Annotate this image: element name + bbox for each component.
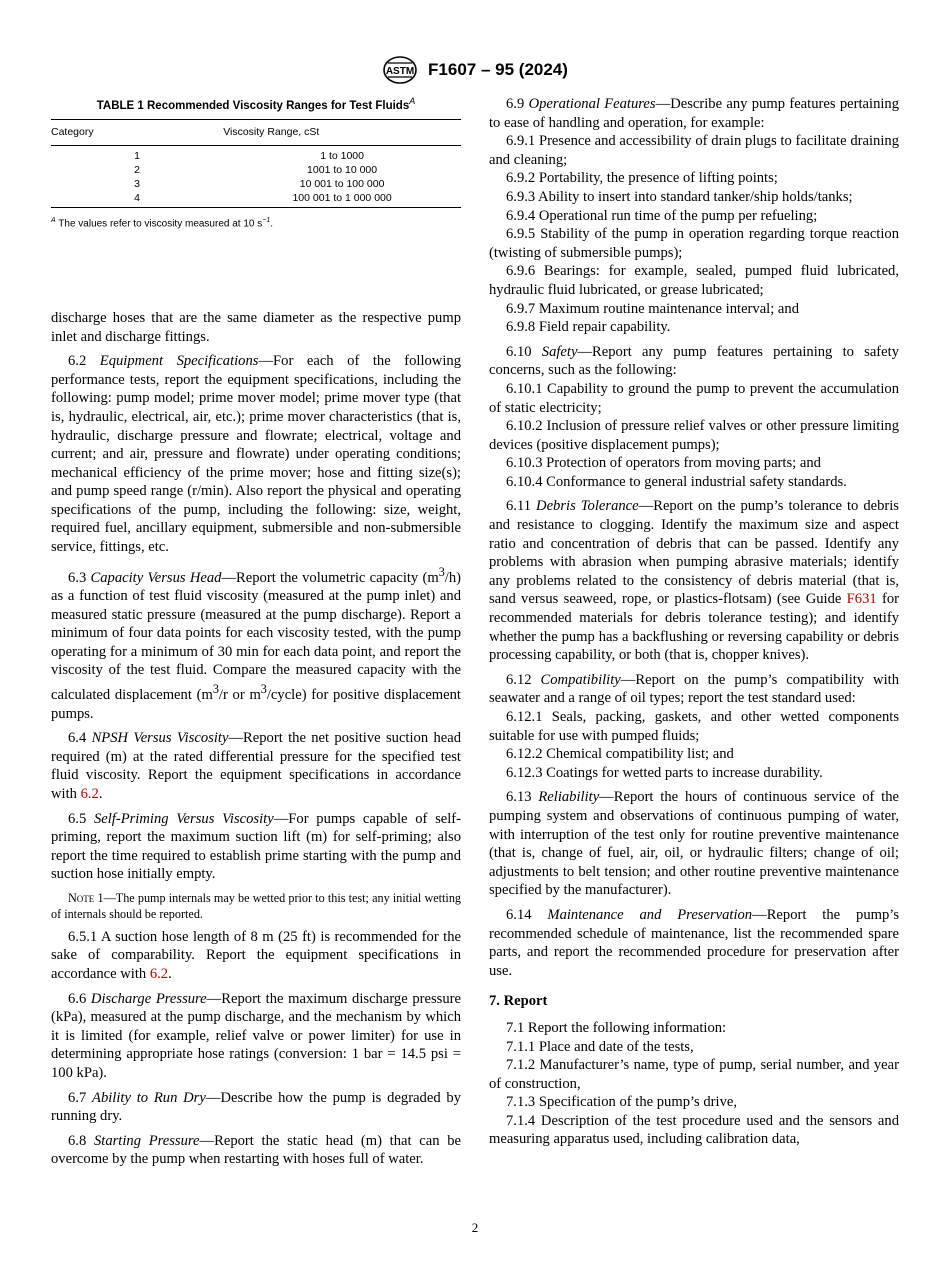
section-6-5-1: 6.5.1 A suction hose length of 8 m (25 ft) is recommended for the sake of comparability. Report the equipment specifications in accordance with 6.2.	[51, 928, 461, 983]
section-7-heading: 7. Report	[489, 993, 548, 1010]
table-title: TABLE 1 Recommended Viscosity Ranges for Test Fluids$^A$	[96, 96, 416, 112]
list-item: 6.12.2 Chemical compatibility list; and	[506, 746, 734, 763]
logo-text: ASTM	[385, 66, 415, 77]
page-header	[0, 55, 950, 85]
column-header: Viscosity Range, cSt	[223, 120, 461, 146]
list-item: 7.1.1 Place and date of the tests,	[506, 1038, 694, 1055]
note-1: Note 1—The pump internals may be wetted prior to this test; any initial wetting of internals should be reported.	[51, 890, 462, 921]
standard-link[interactable]: F631	[846, 591, 877, 608]
list-item: 6.9.8 Field repair capability.	[506, 319, 671, 336]
section-6-9: 6.9 Operational Features—Describe any pump features pertaining to ease of handling and operation, for example:	[489, 96, 900, 131]
page-number: 2	[471, 1220, 479, 1235]
list-item: 7.1.3 Specification of the pump’s drive,	[506, 1094, 738, 1111]
section-6-10: 6.10 Safety—Report any pump features pertaining to safety concerns, such as the following:	[489, 343, 899, 379]
viscosity-table	[51, 119, 461, 208]
list-item: 6.9.6 Bearings: for example, sealed, pumped fluid lubricated, hydraulic fluid lubricated, or grease lubricated;	[489, 263, 899, 298]
table-row: 4 100 001 to 1 000 000	[51, 191, 461, 208]
section-6-13: 6.13 Reliability—Report the hours of continuous service of the pumping system and observations of continuous pumping of water, with interruption of the test only for routine preventive maintenance (that is, change of fuel, air, oil, or hydraulic filters; change of oil; adjustments to belt tension; and other routine preventive maintenance specified by the manufacturer).	[489, 789, 900, 899]
section-link[interactable]: 6.2	[149, 966, 169, 983]
table-footnote: $^A$ The values refer to viscosity measured at 10 $s^{-1}$.	[51, 217, 274, 230]
document-designation: F1607 – 95 (2024)	[428, 60, 568, 79]
list-item: 6.9.1 Presence and accessibility of drain plugs to facilitate draining and cleaning;	[489, 133, 899, 168]
paragraph-continued: discharge hoses that are the same diameter as the respective pump inlet and discharge fittings.	[51, 309, 461, 345]
list-item: 6.9.5 Stability of the pump in operation regarding torque reaction (twisting of submersible pumps);	[489, 226, 899, 261]
list-item: 6.12.3 Coatings for wetted parts to increase durability.	[506, 764, 823, 781]
list-item: 7.1.2 Manufacturer’s name, type of pump, serial number, and year of construction,	[489, 1057, 899, 1092]
section-6-8: 6.8 Starting Pressure—Report the static head (m) that can be overcome by the pump when restarting with hoses full of water.	[51, 1132, 461, 1168]
list-item: 6.9.2 Portability, the presence of lifting points;	[506, 170, 778, 187]
list-item: 6.9.3 Ability to insert into standard tanker/ship holds/tanks;	[506, 188, 853, 205]
list-item: 7.1 Report the following information:	[506, 1019, 727, 1036]
section-6-4: 6.4 NPSH Versus Viscosity—Report the net positive suction head required (m) at the rated differential pressure for the specified test fluid viscosity. Report the equipment specifications in accordance with 6.2.	[51, 730, 462, 802]
section-6-7: 6.7 Ability to Run Dry—Describe how the pump is degraded by running dry.	[51, 1089, 461, 1125]
table-row: 2 1001 to 10 000	[134, 164, 378, 177]
astm-logo-icon	[382, 55, 418, 85]
section-6-12: 6.12 Compatibility—Report on the pump’s compatibility with seawater and a range of oil types; report the test standard used:	[489, 671, 899, 707]
list-item: 7.1.4 Description of the test procedure used and the sensors and measuring apparatus used, including calibration data,	[489, 1112, 899, 1148]
section-6-5: 6.5 Self-Priming Versus Viscosity—For pumps capable of self-priming, report the maximum suction lift (m) for self-priming; also report the time required to establish prime starting with the pump and suction hose initially empty.	[51, 810, 462, 883]
table-row: 1 1 to 1000	[134, 150, 364, 163]
list-item: 6.10.4 Conformance to general industrial safety standards.	[506, 473, 847, 490]
column-header: Category	[51, 120, 223, 146]
section-6-6: 6.6 Discharge Pressure—Report the maximum discharge pressure (kPa), measured at the pump discharge, and the mechanism by which it is limited (for example, relief valve or power limiter) for use in determining appropriate hose ratings (conversion: 1 bar = 14.5 psi = 100 kPa).	[51, 990, 461, 1082]
left-column	[51, 92, 461, 1175]
list-item: 6.10.2 Inclusion of pressure relief valves or other pressure limiting devices (positive displacement pumps);	[489, 418, 899, 453]
right-column	[489, 95, 899, 1149]
section-6-14: 6.14 Maintenance and Preservation—Report the pump’s recommended schedule of maintenance, list the recommended spare parts, and report the recommended procedure for preservation after use.	[489, 906, 899, 979]
section-6-11: 6.11 Debris Tolerance—Report on the pump’s tolerance to debris and resistance to clogging. Identify the maximum size and aspect ratio and concentration of debris that can be passed. Identify any problems with abrasion when pumping abrasive materials; identify any problems related to the consistency of debris material (that is, sand versus seaweed, rope, or plastics-flotsam) (see Guide F631 for recommended materials for debris tolerance testing); and identify whether the pump has a backflushing or reversing capability or debris processing capability, or both (that is, chopper knives).	[489, 498, 900, 664]
section-6-3: 6.3 Capacity Versus Head—Report the volumetric capacity $(m^3/h)$ as a function of test fluid viscosity (measured at the pump inlet) and measured static pressure (measured at the pump discharge). Report a minimum of four data points for each viscosity tested, with the pump operating for a minimum of 30 min for each data point, and report the viscosity of the test fluid. Compare the measured capacity with the calculated displacement ($m^3/r$ or $m^3/cycle$) for positive displacement pumps.	[51, 564, 461, 722]
list-item: 6.9.4 Operational run time of the pump per refueling;	[506, 207, 818, 224]
list-item: 6.10.1 Capability to ground the pump to prevent the accumulation of static electricity;	[489, 380, 899, 416]
list-item: 6.9.7 Maximum routine maintenance interval; and	[506, 300, 800, 317]
section-6-2: 6.2 Equipment Specifications—For each of the following performance tests, report the equipment specifications, including the following: pump model; prime mover model; prime mover type (that is, hydraulic, electrical, air, etc.); prime mover characteristics (that is, hydraulic, discharge pressure and flowrate; electrical, voltage and current; and air, pressure and flowrate) under operating conditions; mechanical efficiency of the prime mover; hose and fitting size(s); and pump speed range (r/min). Also report the physical and operating specifications of the pump, including the following: size, weight, required fuel, ancillary equipment, submersible and non-submersible service, fittings, etc.	[51, 353, 461, 556]
table-row: 3 10 001 to 100 000	[134, 178, 385, 191]
list-item: 6.10.3 Protection of operators from moving parts; and	[506, 455, 821, 472]
list-item: 6.12.1 Seals, packing, gaskets, and other wetted components suitable for use with pumped fluids;	[489, 709, 899, 744]
section-link[interactable]: 6.2	[80, 785, 99, 802]
table-1	[51, 92, 461, 234]
